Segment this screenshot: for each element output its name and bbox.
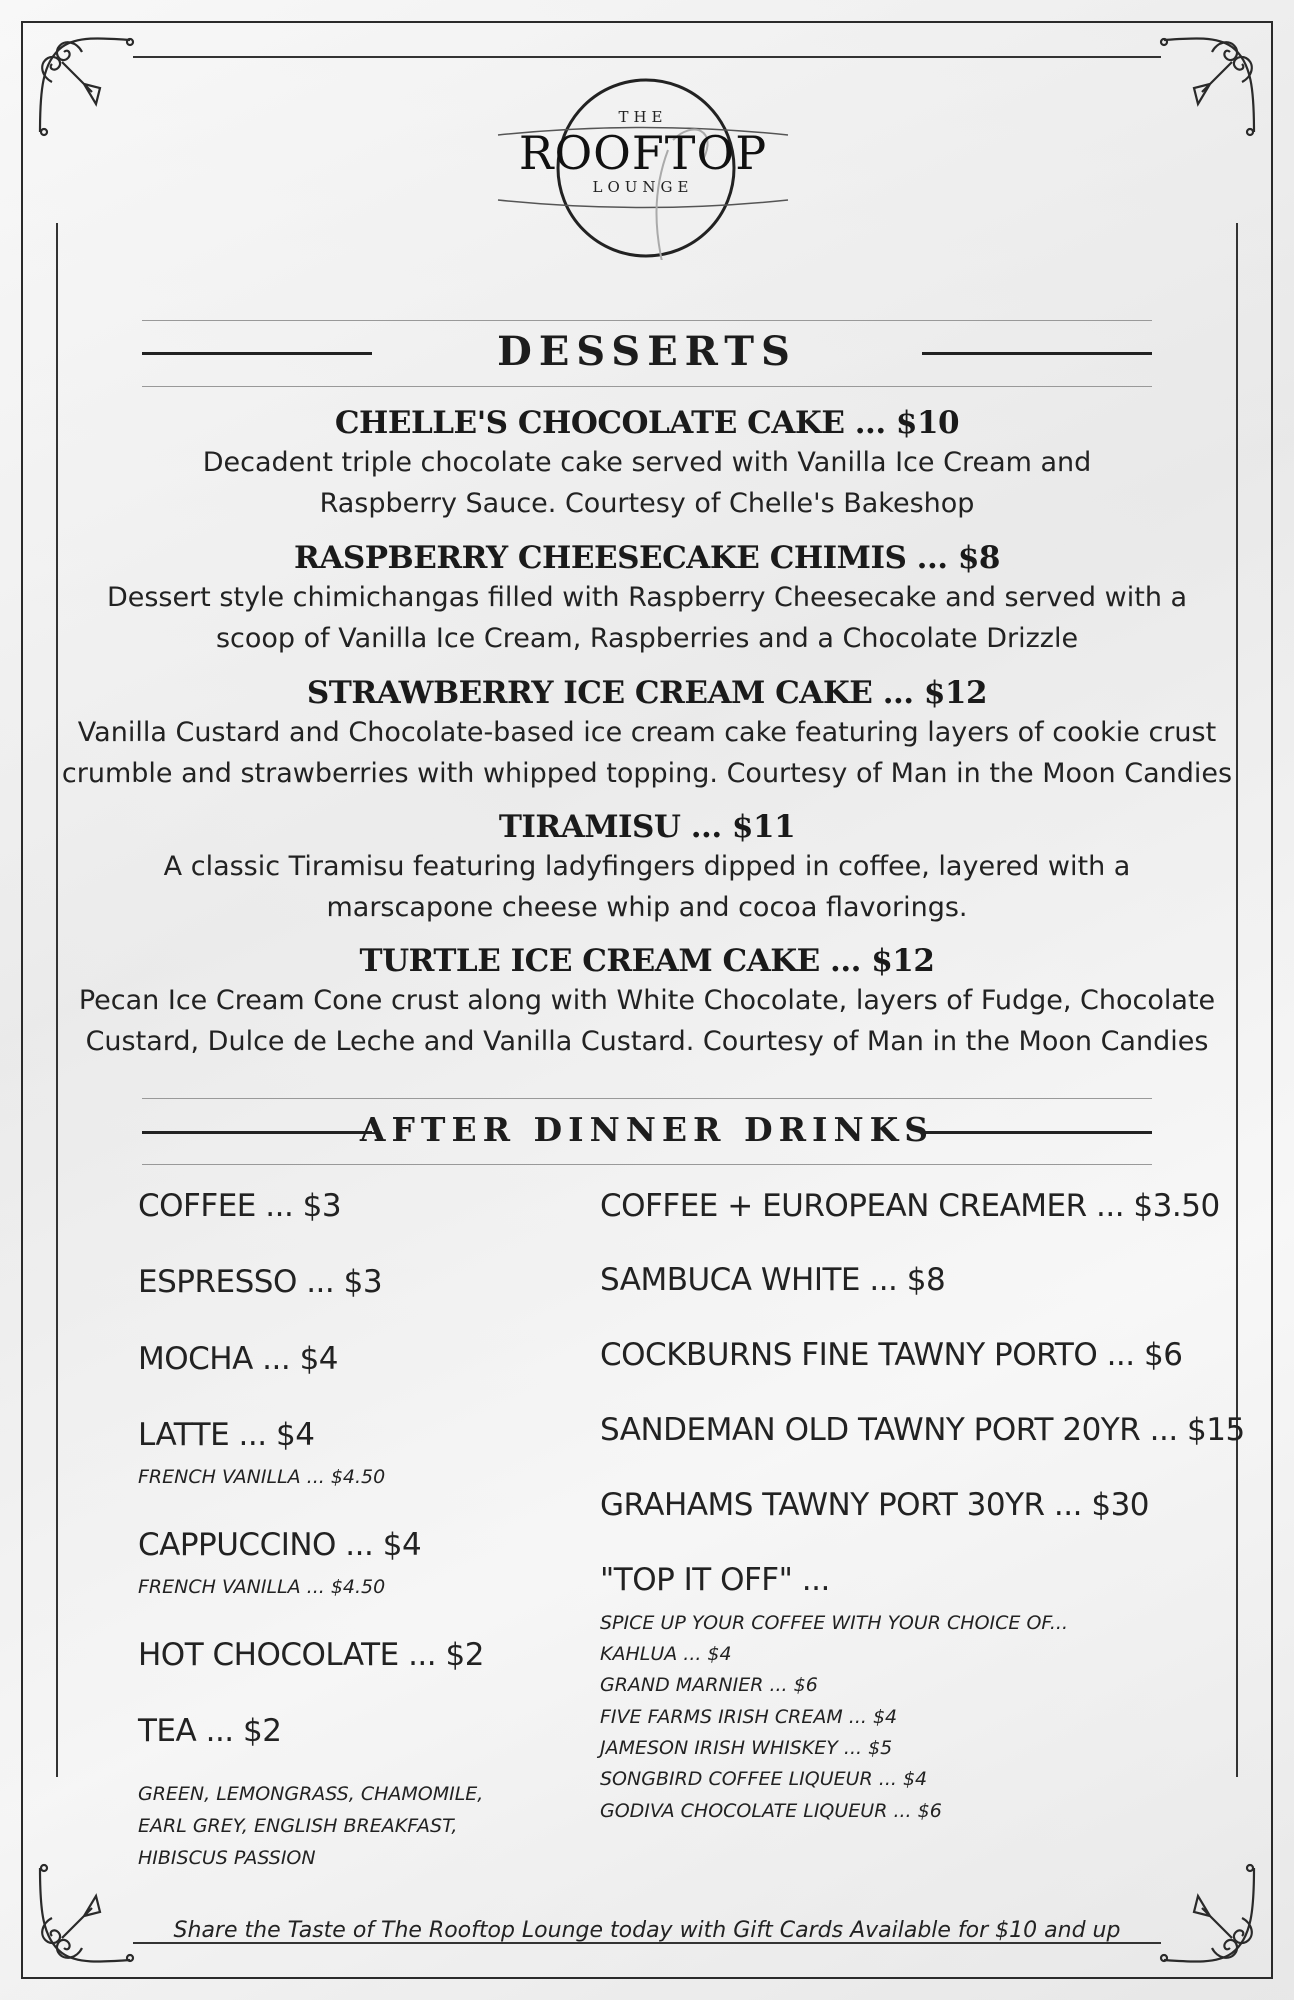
dessert-name: STRAWBERRY ICE CREAM CAKE ... $12	[306, 675, 988, 711]
dessert-name: RASPBERRY CHEESECAKE CHIMIS ... $8	[294, 540, 1000, 576]
drink-item: SANDEMAN OLD TAWNY PORT 20YR ... $15	[600, 1412, 1245, 1448]
rooftop-lounge-logo	[478, 50, 808, 260]
gift-card-footer: Share the Taste of The Rooftop Lounge today with Gift Cards Available for $10 and up	[173, 1918, 1121, 1943]
drink-item: COFFEE + EUROPEAN CREAMER ... $3.50	[600, 1188, 1220, 1224]
top-it-off-line: SONGBIRD COFFEE LIQUEUR ... $4	[600, 1768, 928, 1790]
drink-item: "TOP IT OFF" ...	[600, 1562, 830, 1598]
drink-item: HOT CHOCOLATE ... $2	[138, 1637, 484, 1673]
dessert-desc: Decadent triple chocolate cake served with Vanilla Ice Cream and	[202, 447, 1092, 478]
dessert-name: TIRAMISU ... $11	[498, 809, 796, 845]
logo-rooftop: ROOFTOP	[518, 126, 768, 180]
divider-rule	[142, 1164, 1152, 1165]
divider-rule	[142, 320, 1152, 321]
dessert-desc: A classic Tiramisu featuring ladyfingers dipped in coffee, layered with a	[163, 851, 1131, 882]
dessert-item	[40, 674, 1254, 794]
dessert-item	[40, 808, 1254, 928]
drink-variant: FRENCH VANILLA ... $4.50	[138, 1576, 386, 1598]
tea-varieties: GREEN, LEMONGRASS, CHAMOMILE,	[138, 1783, 484, 1805]
top-it-off-line: JAMESON IRISH WHISKEY ... $5	[600, 1737, 893, 1759]
top-it-off-line: KAHLUA ... $4	[600, 1643, 732, 1665]
dessert-item	[40, 404, 1254, 524]
corner-flourish-icon	[22, 22, 142, 142]
dessert-desc: scoop of Vanilla Ice Cream, Raspberries and a Chocolate Drizzle	[215, 623, 1079, 654]
drinks-heading-wrap	[140, 1110, 1154, 1149]
tea-varieties: HIBISCUS PASSION	[138, 1847, 316, 1869]
dessert-item	[40, 942, 1254, 1062]
drink-item: ESPRESSO ... $3	[138, 1264, 383, 1300]
tea-varieties: EARL GREY, ENGLISH BREAKFAST,	[138, 1815, 458, 1837]
divider-rule	[142, 1098, 1152, 1099]
dessert-desc: crumble and strawberries with whipped topping. Courtesy of Man in the Moon Candies	[61, 758, 1233, 789]
dessert-desc: Custard, Dulce de Leche and Vanilla Custard. Courtesy of Man in the Moon Candies	[85, 1026, 1209, 1057]
divider-rule	[142, 386, 1152, 387]
drinks-heading: AFTER DINNER DRINKS	[359, 1110, 935, 1149]
drink-item: COFFEE ... $3	[138, 1188, 342, 1224]
top-it-off-line: SPICE UP YOUR COFFEE WITH YOUR CHOICE OF...	[600, 1612, 1069, 1634]
dessert-desc: Dessert style chimichangas filled with Raspberry Cheesecake and served with a	[106, 582, 1188, 613]
logo-the: THE	[618, 108, 668, 126]
dessert-desc: Pecan Ice Cream Cone crust along with White Chocolate, layers of Fudge, Chocolate	[78, 985, 1216, 1016]
logo-lounge: LOUNGE	[592, 178, 694, 196]
drink-item: TEA ... $2	[138, 1713, 282, 1749]
desserts-heading-wrap	[140, 328, 1154, 375]
drink-item: MOCHA ... $4	[138, 1341, 339, 1377]
top-it-off-line: GODIVA CHOCOLATE LIQUEUR ... $6	[600, 1800, 942, 1822]
drink-item: CAPPUCCINO ... $4	[138, 1527, 422, 1563]
drink-item: COCKBURNS FINE TAWNY PORTO ... $6	[600, 1337, 1183, 1373]
top-it-off-line: GRAND MARNIER ... $6	[600, 1674, 818, 1696]
dessert-item	[40, 539, 1254, 659]
dessert-desc: Vanilla Custard and Chocolate-based ice cream cake featuring layers of cookie crust	[77, 717, 1217, 748]
drink-variant: FRENCH VANILLA ... $4.50	[138, 1466, 386, 1488]
dessert-desc: marscapone cheese whip and cocoa flavorings.	[326, 892, 968, 923]
top-it-off-line: FIVE FARMS IRISH CREAM ... $4	[600, 1706, 898, 1728]
drink-item: LATTE ... $4	[138, 1417, 315, 1453]
dessert-desc: Raspberry Sauce. Courtesy of Chelle's Bakeshop	[319, 488, 975, 519]
drink-item: SAMBUCA WHITE ... $8	[600, 1262, 946, 1298]
drink-item: GRAHAMS TAWNY PORT 30YR ... $30	[600, 1487, 1150, 1523]
dessert-name: CHELLE'S CHOCOLATE CAKE ... $10	[334, 405, 960, 441]
corner-flourish-icon	[1152, 22, 1272, 142]
desserts-heading: DESSERTS	[497, 328, 797, 375]
dessert-name: TURTLE ICE CREAM CAKE ... $12	[359, 943, 935, 979]
